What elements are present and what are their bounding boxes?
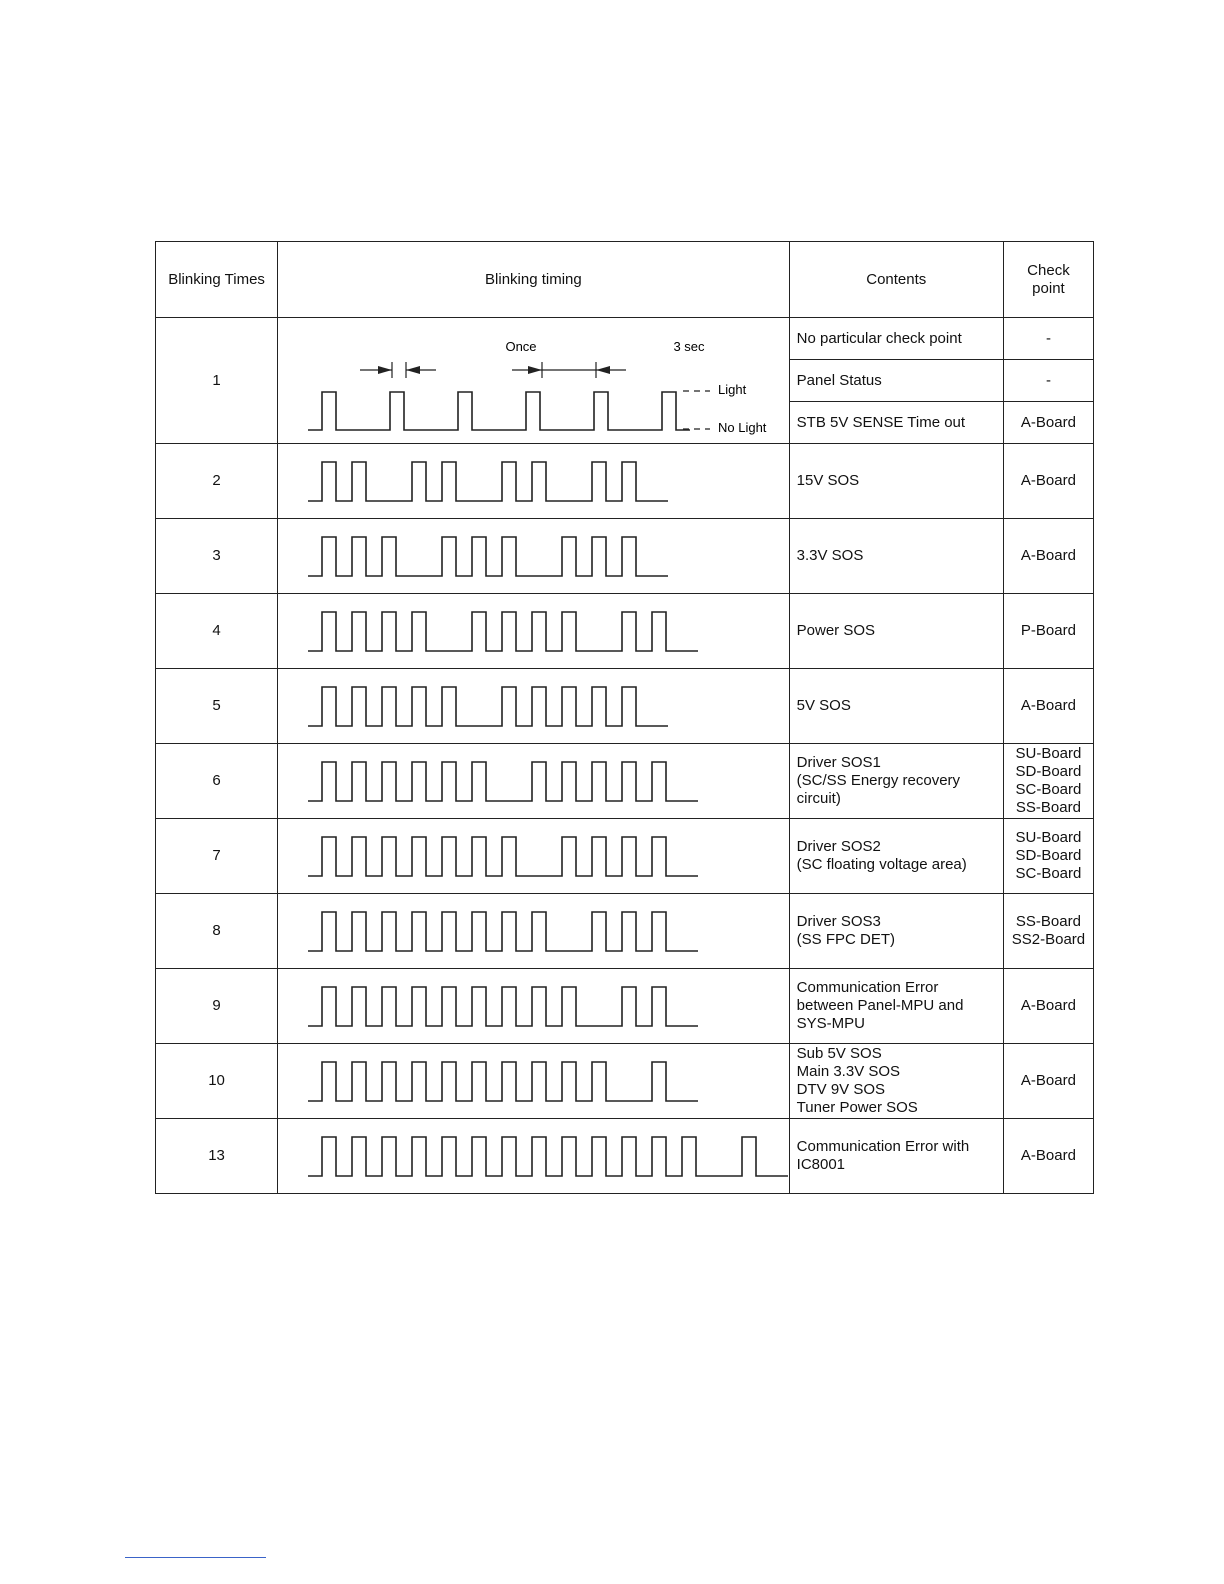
contents-cell: STB 5V SENSE Time out xyxy=(789,402,1003,444)
contents-cell xyxy=(789,1044,1003,1119)
check-point-cell xyxy=(1003,1119,1093,1194)
timing-diagram xyxy=(278,819,789,893)
timing-diagram xyxy=(278,444,789,518)
check-point-line: SD-Board xyxy=(1015,847,1082,864)
table-row-1a xyxy=(156,318,1094,360)
contents-line: (SC/SS Energy recovery xyxy=(796,772,961,789)
table-header-row xyxy=(156,242,1094,318)
blink-count-cell: 13 xyxy=(156,1119,278,1194)
blink-code-table xyxy=(155,241,1094,1194)
contents-cell xyxy=(789,1119,1003,1194)
contents-cell xyxy=(789,969,1003,1044)
blink-count-cell: 6 xyxy=(156,744,278,819)
blink-count-cell: 2 xyxy=(156,444,278,519)
blink-count-cell: 1 xyxy=(156,318,278,444)
waveform-10 xyxy=(308,1062,698,1101)
table-row xyxy=(156,444,1094,519)
once-arrow-left-head xyxy=(378,366,392,374)
contents-line: (SS FPC DET) xyxy=(796,931,895,948)
check-point-line: A-Board xyxy=(1020,1072,1076,1089)
check-point-cell xyxy=(1003,519,1093,594)
check-point-line: A-Board xyxy=(1020,697,1076,714)
header-check-point-line2: point xyxy=(1032,279,1065,297)
waveform-9 xyxy=(308,987,698,1026)
check-point-line: SS-Board xyxy=(1015,913,1081,930)
header-contents: Contents xyxy=(789,242,1003,318)
check-point-line: P-Board xyxy=(1020,622,1076,639)
table-row xyxy=(156,594,1094,669)
check-point-cell xyxy=(1003,444,1093,519)
timing-diagram xyxy=(278,969,789,1043)
table-row xyxy=(156,744,1094,819)
table-row xyxy=(156,1119,1094,1194)
check-point-line: SD-Board xyxy=(1015,763,1082,780)
header-check-point-line1: Check xyxy=(1027,261,1070,279)
contents-line: Sub 5V SOS xyxy=(796,1045,882,1062)
contents-cell xyxy=(789,669,1003,744)
contents-cell xyxy=(789,744,1003,819)
contents-line: DTV 9V SOS xyxy=(796,1081,886,1098)
blink-count-cell: 7 xyxy=(156,819,278,894)
timing-diagram xyxy=(278,1044,789,1118)
contents-line: SYS-MPU xyxy=(796,1015,865,1032)
blink-count-cell: 5 xyxy=(156,669,278,744)
timing-diagram-cell xyxy=(278,744,790,819)
check-point-cell xyxy=(1003,969,1093,1044)
check-point-cell xyxy=(1003,744,1093,819)
sec-arrow-left-head xyxy=(528,366,542,374)
contents-cell: No particular check point xyxy=(789,318,1003,360)
timing-diagram xyxy=(278,744,789,818)
contents-line: Main 3.3V SOS xyxy=(796,1063,901,1080)
header-blinking-times: Blinking Times xyxy=(156,242,278,318)
timing-diagram xyxy=(278,519,789,593)
check-point-line: A-Board xyxy=(1020,472,1076,489)
check-point-line: SU-Board xyxy=(1015,829,1082,846)
check-point-line: SS-Board xyxy=(1015,799,1081,816)
contents-line: Power SOS xyxy=(796,622,876,639)
table-row xyxy=(156,1044,1094,1119)
contents-line: Driver SOS3 xyxy=(796,913,881,930)
contents-line: 15V SOS xyxy=(796,472,860,489)
check-point-line: A-Board xyxy=(1020,1147,1076,1164)
light-label: Light xyxy=(718,382,747,397)
check-point-cell xyxy=(1003,819,1093,894)
timing-diagram-cell xyxy=(278,819,790,894)
sec-arrow-right-head xyxy=(596,366,610,374)
waveform-7 xyxy=(308,837,698,876)
contents-line: 5V SOS xyxy=(796,697,851,714)
timing-diagram xyxy=(278,894,789,968)
timing-diagram-cell xyxy=(278,969,790,1044)
check-point-line: SU-Board xyxy=(1015,745,1082,762)
three-sec-label: 3 sec xyxy=(673,339,705,354)
timing-diagram-cell xyxy=(278,894,790,969)
contents-cell xyxy=(789,594,1003,669)
waveform-2 xyxy=(308,462,668,501)
timing-diagram-cell xyxy=(278,1044,790,1119)
table-row xyxy=(156,819,1094,894)
waveform-13 xyxy=(308,1137,788,1176)
waveform-8 xyxy=(308,912,698,951)
once-label: Once xyxy=(505,339,537,354)
waveform-5 xyxy=(308,687,668,726)
check-point-cell: - xyxy=(1003,318,1093,360)
timing-diagram-first xyxy=(278,318,789,443)
contents-cell xyxy=(789,519,1003,594)
check-point-cell: A-Board xyxy=(1003,402,1093,444)
contents-line: Communication Error with xyxy=(796,1138,970,1155)
contents-cell: Panel Status xyxy=(789,360,1003,402)
waveform-1 xyxy=(308,392,690,430)
check-point-line: SS2-Board xyxy=(1011,931,1086,948)
check-point-cell xyxy=(1003,1044,1093,1119)
waveform-4 xyxy=(308,612,698,651)
timing-diagram-cell xyxy=(278,594,790,669)
once-arrow-right-head xyxy=(406,366,420,374)
check-point-line: A-Board xyxy=(1020,547,1076,564)
no-light-label: No Light xyxy=(718,420,767,435)
timing-diagram-cell xyxy=(278,318,790,444)
timing-diagram-cell xyxy=(278,519,790,594)
contents-line: Communication Error xyxy=(796,979,939,996)
contents-line: Tuner Power SOS xyxy=(796,1099,918,1116)
timing-diagram-cell xyxy=(278,1119,790,1194)
blink-count-cell: 3 xyxy=(156,519,278,594)
footer-rule xyxy=(125,1557,266,1558)
check-point-line: A-Board xyxy=(1020,997,1076,1014)
blink-count-cell: 9 xyxy=(156,969,278,1044)
contents-line: between Panel-MPU and xyxy=(796,997,964,1014)
check-point-cell xyxy=(1003,594,1093,669)
contents-line: circuit) xyxy=(796,790,841,807)
table-row xyxy=(156,669,1094,744)
contents-line: (SC floating voltage area) xyxy=(796,856,967,873)
contents-line: Driver SOS1 xyxy=(796,754,881,771)
blink-count-cell: 10 xyxy=(156,1044,278,1119)
check-point-cell: - xyxy=(1003,360,1093,402)
check-point-line: SC-Board xyxy=(1015,781,1082,798)
table-row xyxy=(156,894,1094,969)
contents-cell xyxy=(789,819,1003,894)
table-row xyxy=(156,519,1094,594)
contents-line: IC8001 xyxy=(796,1156,846,1173)
check-point-cell xyxy=(1003,669,1093,744)
timing-diagram xyxy=(278,669,789,743)
contents-cell xyxy=(789,444,1003,519)
waveform-3 xyxy=(308,537,668,576)
timing-diagram-cell xyxy=(278,669,790,744)
timing-diagram xyxy=(278,1119,789,1193)
check-point-line: SC-Board xyxy=(1015,865,1082,882)
waveform-6 xyxy=(308,762,698,801)
header-blinking-timing: Blinking timing xyxy=(278,242,790,318)
timing-diagram-cell xyxy=(278,444,790,519)
blink-count-cell: 4 xyxy=(156,594,278,669)
timing-diagram xyxy=(278,594,789,668)
contents-line: Driver SOS2 xyxy=(796,838,881,855)
table-row xyxy=(156,969,1094,1044)
check-point-cell xyxy=(1003,894,1093,969)
contents-line: 3.3V SOS xyxy=(796,547,864,564)
contents-cell xyxy=(789,894,1003,969)
header-check-point xyxy=(1003,242,1093,318)
blink-count-cell: 8 xyxy=(156,894,278,969)
